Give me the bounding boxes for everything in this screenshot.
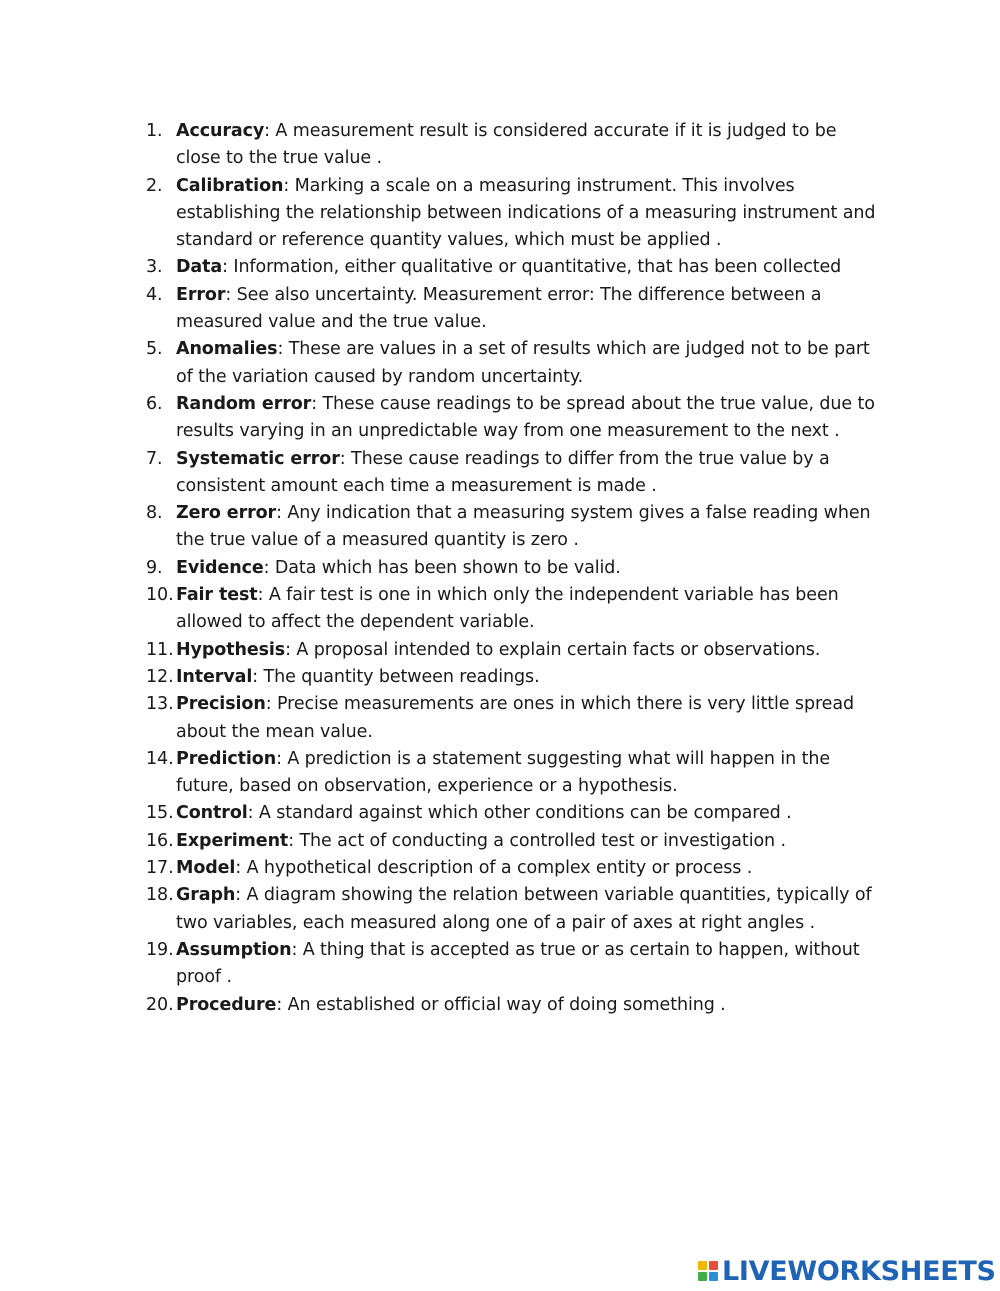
glossary-item xyxy=(146,500,886,555)
glossary-item xyxy=(146,937,886,992)
item-definition: : A thing that is accepted as true or as certain to happen, without proof . xyxy=(176,939,860,988)
item-term: Graph xyxy=(176,885,236,906)
item-term: Experiment xyxy=(176,830,289,851)
item-number: 15. xyxy=(146,803,174,824)
item-term: Fair test xyxy=(176,585,258,606)
item-term: Procedure xyxy=(176,994,277,1015)
item-definition: : Precise measurements are ones in which there is very little spread about the mean value. xyxy=(176,694,854,742)
item-number: 20. xyxy=(146,994,174,1015)
item-definition: : Data which has been shown to be valid. xyxy=(263,557,621,578)
item-number: 8. xyxy=(146,503,163,524)
item-term: Model xyxy=(176,858,236,879)
glossary-item xyxy=(146,828,886,855)
item-definition: : See also uncertainty. Measurement error: The difference between a measured value and the true value. xyxy=(176,284,822,333)
item-number: 7. xyxy=(146,448,163,469)
item-number: 12. xyxy=(146,666,174,687)
item-number: 4. xyxy=(146,284,163,305)
item-definition: : A diagram showing the relation between variable quantities, typically of two variables, each measured along one of a pair of axes at right angles . xyxy=(176,885,872,933)
item-term: Assumption xyxy=(176,939,292,960)
item-definition: : A prediction is a statement suggesting what will happen in the future, based on observation, experience or a hypothesis. xyxy=(176,748,831,797)
item-definition: : Information, either qualitative or quantitative, that has been collected xyxy=(222,257,842,278)
glossary-item xyxy=(146,800,886,827)
item-term: Evidence xyxy=(176,557,264,578)
item-definition: : These cause readings to be spread about the true value, due to results varying in an unpredictable way from one measurement to the next . xyxy=(176,393,875,442)
item-term: Interval xyxy=(176,666,253,687)
item-term: Anomalies xyxy=(176,339,278,360)
glossary-item xyxy=(146,992,886,1019)
item-number: 1. xyxy=(146,121,163,141)
glossary-item xyxy=(146,637,886,664)
item-definition: : These are values in a set of results which are judged not to be part of the variation caused by random uncertainty. xyxy=(176,339,870,387)
glossary-item xyxy=(146,282,886,337)
item-definition: : A fair test is one in which only the independent variable has been allowed to affect the dependent variable. xyxy=(176,585,839,633)
glossary-item xyxy=(146,173,886,255)
item-number: 10. xyxy=(146,585,174,606)
liveworksheets-logo xyxy=(698,1254,996,1288)
item-term: Control xyxy=(176,803,248,824)
glossary-item xyxy=(146,555,886,582)
glossary-item xyxy=(146,254,886,281)
item-number: 16. xyxy=(146,830,174,851)
item-number: 5. xyxy=(146,339,163,360)
glossary-item xyxy=(146,691,886,746)
item-term: Hypothesis xyxy=(176,639,286,660)
glossary-item xyxy=(146,336,886,391)
item-definition: : Marking a scale on a measuring instrument. This involves establishing the relationship between indications of a measuring instrument and standard or reference quantity values, which must be applied . xyxy=(176,175,876,251)
glossary-item xyxy=(146,582,886,637)
item-definition: : A hypothetical description of a complex entity or process . xyxy=(235,858,753,879)
item-term: Systematic error xyxy=(176,448,340,469)
glossary-item xyxy=(146,118,886,173)
glossary-item xyxy=(146,746,886,801)
glossary-item xyxy=(146,855,886,882)
item-number: 18. xyxy=(146,885,174,906)
glossary-item xyxy=(146,664,886,691)
glossary-item xyxy=(146,882,886,937)
item-number: 3. xyxy=(146,257,163,278)
item-term: Random error xyxy=(176,393,312,414)
item-definition: : A standard against which other conditions can be compared . xyxy=(247,803,792,824)
item-term: Accuracy xyxy=(176,121,265,141)
glossary-item xyxy=(146,391,886,446)
item-term: Error xyxy=(176,284,226,305)
item-number: 6. xyxy=(146,393,163,414)
item-term: Precision xyxy=(176,694,266,715)
item-term: Zero error xyxy=(176,503,277,524)
item-number: 17. xyxy=(146,858,174,879)
glossary-item xyxy=(146,446,886,501)
item-definition: : A measurement result is considered accurate if it is judged to be close to the true value . xyxy=(176,121,837,169)
item-definition: : The act of conducting a controlled test or investigation . xyxy=(288,830,786,851)
item-number: 19. xyxy=(146,939,174,960)
item-term: Data xyxy=(176,257,223,278)
glossary-list xyxy=(146,118,886,1019)
item-number: 9. xyxy=(146,557,163,578)
item-definition: : Any indication that a measuring system gives a false reading when the true value of a measured quantity is zero . xyxy=(176,503,871,551)
item-definition: : A proposal intended to explain certain facts or observations. xyxy=(285,639,821,660)
item-definition: : These cause readings to differ from the true value by a consistent amount each time a measurement is made . xyxy=(176,448,830,496)
logo-blocks-icon xyxy=(698,1261,718,1281)
item-definition: : An established or official way of doing something . xyxy=(276,994,726,1015)
item-number: 13. xyxy=(146,694,174,715)
item-term: Prediction xyxy=(176,748,277,769)
item-number: 2. xyxy=(146,175,163,196)
item-number: 14. xyxy=(146,748,174,769)
item-term: Calibration xyxy=(176,175,284,196)
logo-text: LIVEWORKSHEETS xyxy=(722,1255,996,1287)
item-number: 11. xyxy=(146,639,174,660)
item-definition: : The quantity between readings. xyxy=(252,666,540,687)
